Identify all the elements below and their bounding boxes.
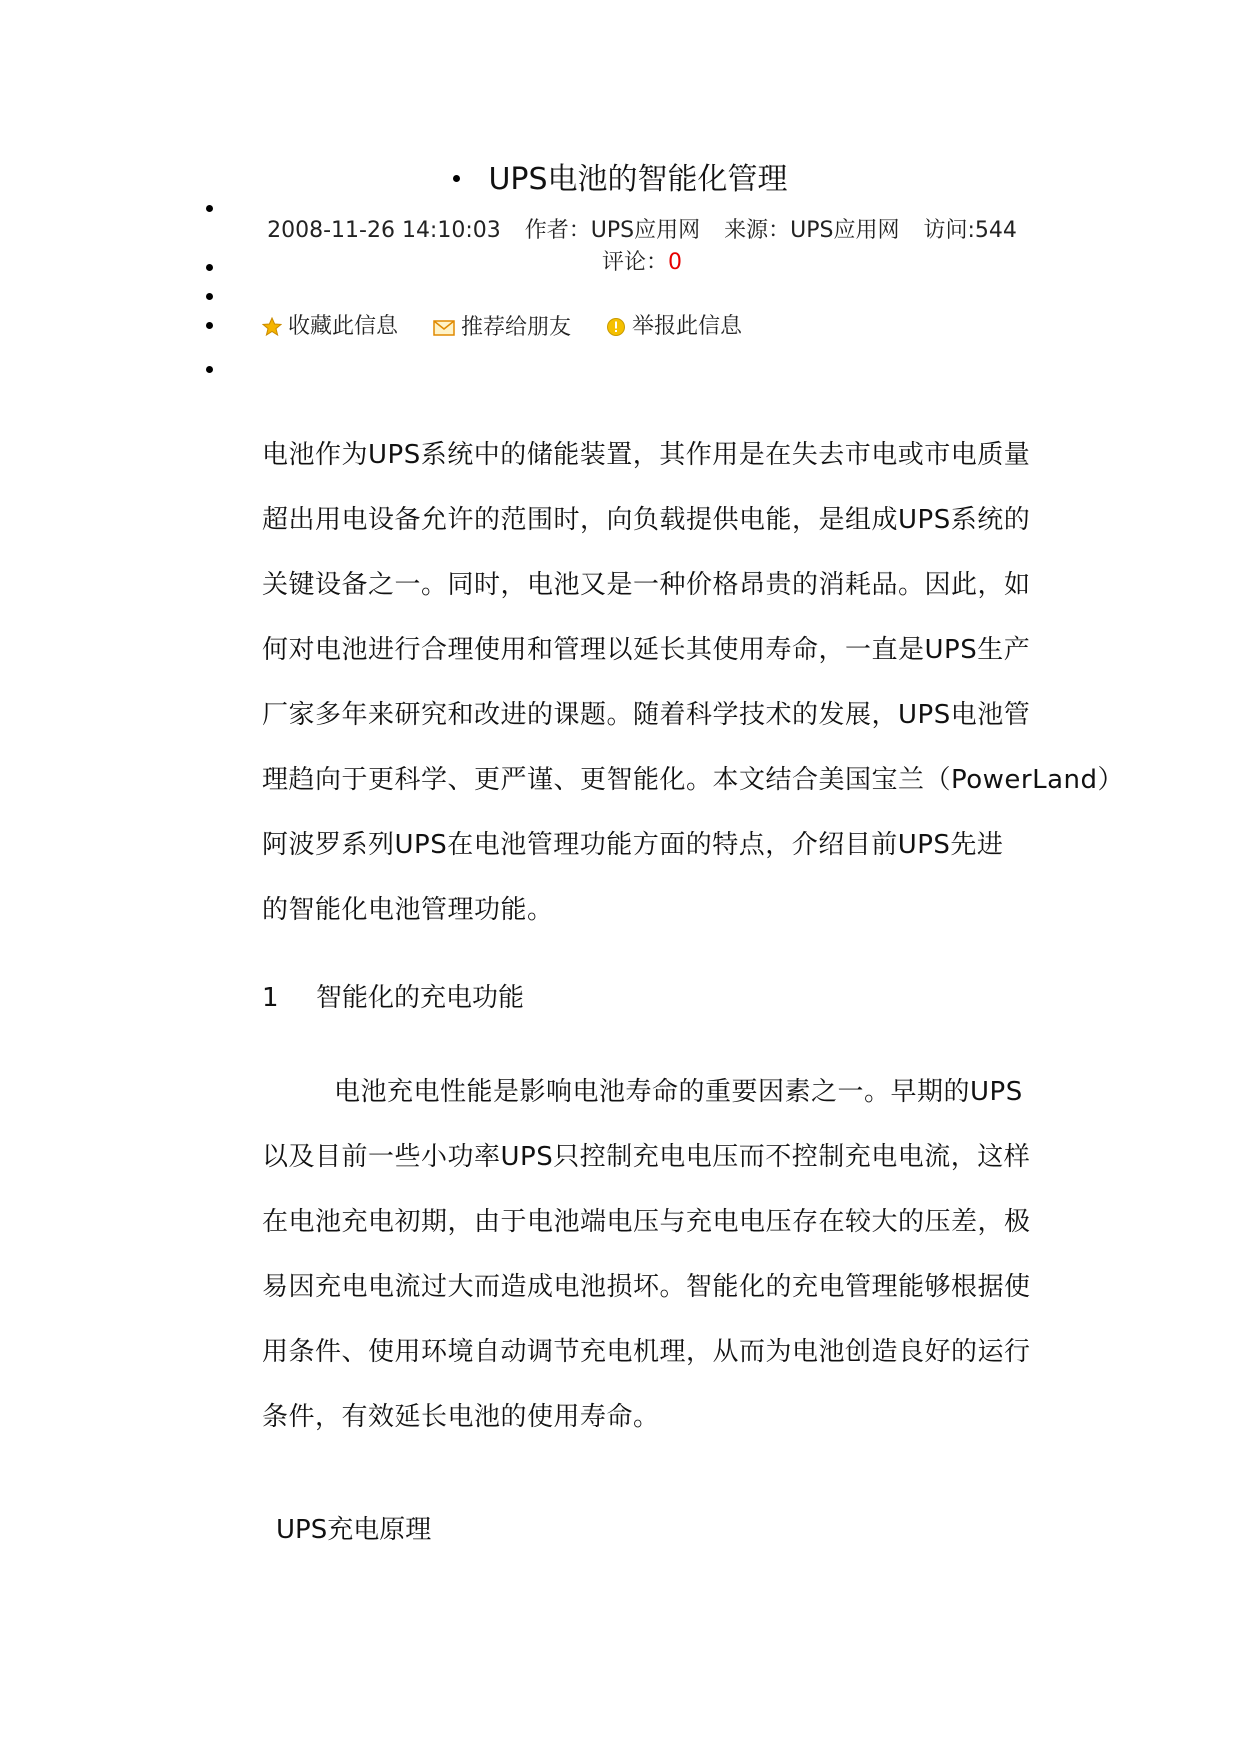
recommend-button[interactable] [433, 313, 571, 343]
paragraph-line: 以及目前一些小功率UPS只控制充电电压而不控制充电电流，这样 [262, 1142, 1031, 1172]
source-label: 来源： [724, 218, 791, 243]
visits-label: 访问: [923, 218, 975, 243]
report-button[interactable] [606, 312, 742, 342]
list-bullet [206, 366, 213, 373]
report-label: 举报此信息 [632, 314, 743, 339]
section-title: 智能化的充电功能 [316, 983, 525, 1013]
post-date: 2008-11-26 14:10:03 [267, 218, 501, 243]
author-name: UPS应用网 [590, 218, 701, 243]
paragraph-line: 电池作为UPS系统中的储能装置，其作用是在失去市电或市电质量 [262, 440, 1031, 470]
paragraph-line: 超出用电设备允许的范围时，向负载提供电能，是组成UPS系统的 [262, 505, 1031, 535]
list-bullet [206, 264, 213, 271]
paragraph-line: 条件，有效延长电池的使用寿命。 [262, 1402, 660, 1432]
title-bullet [453, 175, 460, 182]
comments-label: 评论： [601, 250, 668, 275]
article-meta [262, 215, 1022, 279]
article-title: UPS电池的智能化管理 [488, 162, 788, 197]
paragraph-line: 理趋向于更科学、更严谨、更智能化。本文结合美国宝兰（PowerLand） [262, 765, 1125, 795]
recommend-label: 推荐给朋友 [461, 315, 572, 340]
paragraph-line: 何对电池进行合理使用和管理以延长其使用寿命，一直是UPS生产 [262, 635, 1031, 665]
section-heading-2: UPS充电原理 [276, 1515, 432, 1545]
section-number: 1 [262, 983, 279, 1013]
list-bullet [206, 322, 213, 329]
star-icon [262, 317, 282, 337]
article-actions [262, 312, 770, 346]
source-name: UPS应用网 [790, 218, 900, 243]
paragraph-line: 易因充电电流过大而造成电池损坏。智能化的充电管理能够根据使 [262, 1272, 1031, 1302]
favorite-button[interactable] [262, 312, 398, 342]
warning-icon [606, 317, 626, 337]
paragraph-line: 用条件、使用环境自动调节充电机理，从而为电池创造良好的运行 [262, 1337, 1031, 1367]
envelope-icon [433, 319, 455, 337]
list-bullet [206, 293, 213, 300]
paragraph-line: 在电池充电初期，由于电池端电压与充电电压存在较大的压差，极 [262, 1207, 1031, 1237]
intro-paragraph [262, 423, 1125, 943]
charging-paragraph [262, 1060, 1062, 1450]
visits-count: 544 [974, 218, 1017, 243]
paragraph-line: 厂家多年来研究和改进的课题。随着科学技术的发展，UPS电池管 [262, 700, 1031, 730]
paragraph-line: 的智能化电池管理功能。 [262, 895, 554, 925]
paragraph-line: 电池充电性能是影响电池寿命的重要因素之一。早期的UPS [334, 1077, 1023, 1107]
paragraph-line: 关键设备之一。同时，电池又是一种价格昂贵的消耗品。因此，如 [262, 570, 1031, 600]
paragraph-line: 阿波罗系列UPS在电池管理功能方面的特点，介绍目前UPS先进 [262, 830, 1004, 860]
list-bullet [206, 205, 213, 212]
comments-count[interactable]: 0 [668, 250, 682, 275]
favorite-label: 收藏此信息 [288, 314, 399, 339]
article-title-row [0, 160, 1241, 200]
comments-line [262, 247, 1022, 279]
author-label: 作者： [524, 218, 591, 243]
section-heading-1 [262, 978, 524, 1018]
